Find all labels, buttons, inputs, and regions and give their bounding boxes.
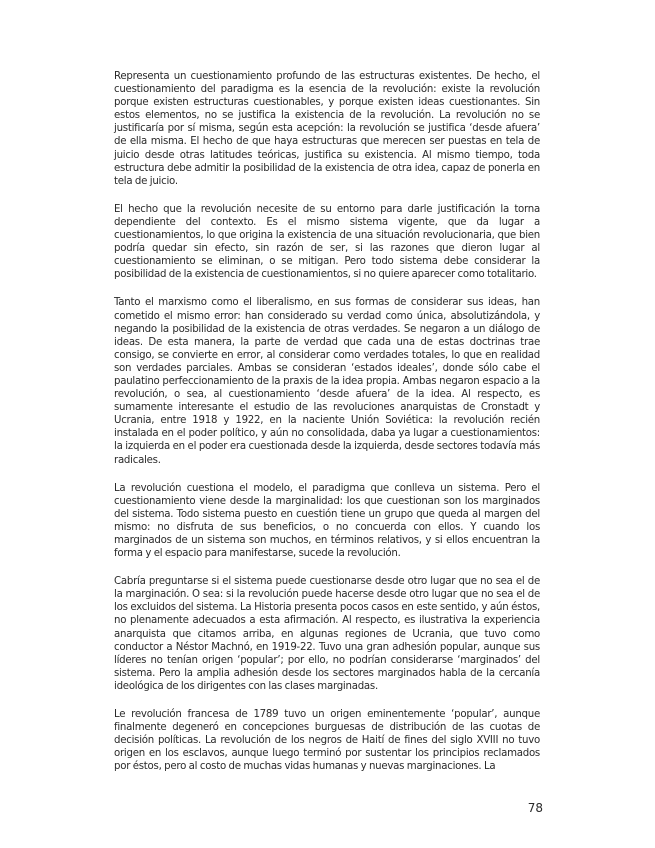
body-text xyxy=(114,70,540,789)
paragraph-4: La revolución cuestiona el modelo, el paradigma que conlleva un sistema. Pero el cuestionamiento viene desde la marginalidad: los que cuestionan son los marginados del sistema. Todo sistema puesto en cuestión tiene un grupo que queda al margen del mismo: no disfruta de sus beneficios, o no concuerda con ellos. Y cuando los marginados de un sistema son muchos, en términos relativos, y si ellos encuentran la forma y el espacio para manifestarse, sucede la revolución. xyxy=(114,482,540,560)
paragraph-6: Le revolución francesa de 1789 tuvo un origen eminentemente ‘popular’, aunque finalmente degeneró en concepciones burguesas de distribución de las cuotas de decisión políticas. La revolución de los negros de Haití de fines del siglo XVIII no tuvo origen en los esclavos, aunque luego terminó por sustentar los principios reclamados por éstos, pero al costo de muchas vidas humanas y nuevas marginaciones. La xyxy=(114,709,540,773)
paragraph-3: Tanto el marxismo como el liberalismo, en sus formas de considerar sus ideas, han cometido el mismo error: han considerado su verdad como única, absolutizándola, y negando la posibilidad de la existencia de otras verdades. Se negaron a un diálogo de ideas. De esta manera, la parte de verdad que cada una de estas doctrinas trae consigo, se convierte en error, al considerar como verdades totales, lo que en realidad son verdades parciales. Ambas se consideran ‘estados ideales’, donde sólo cabe el paulatino perfeccionamiento de la praxis de la idea propia. Ambas negaron espacio a la revolución, o sea, al cuestionamiento ‘desde afuera’ de la idea. Al respecto, es sumamente interesante el estudio de las revoluciones anarquistas de Cronstadt y Ucrania, entre 1918 y 1922, en la naciente Unión Soviética: la revolución recién instalada en el poder político, y aún no consolidada, daba ya lugar a cuestionamientos: la izquierda en el poder era cuestionada desde la izquierda, desde sectores todavía más radicales. xyxy=(114,297,540,466)
paragraph-5: Cabría preguntarse si el sistema puede cuestionarse desde otro lugar que no sea el de la marginación. O sea: si la revolución puede hacerse desde otro lugar que no sea el de los excluidos del sistema. La Historia presenta pocos casos en este sentido, y aún éstos, no plenamente adecuados a esta afirmación. Al respecto, es ilustrativa la experiencia anarquista que citamos arriba, en algunas regiones de Ucrania, que tuvo como conductor a Néstor Machnó, en 1919-22. Tuvo una gran adhesión popular, aunque sus líderes no tenían origen ‘popular’; por ello, no podrían considerarse ‘marginados’ del sistema. Pero la amplia adhesión desde los sectores marginados habla de la cercanía ideológica de los dirigentes con las clases marginadas. xyxy=(114,576,540,692)
paragraph-1: Representa un cuestionamiento profundo de las estructuras existentes. De hecho, el cuestionamiento del paradigma es la esencia de la revolución: existe la revolución porque existen estructuras cuestionables, y porque existen ideas cuestionantes. Sin estos elementos, no se justifica la existencia de la revolución. La revolución no se justificaría por sí misma, según esta acepción: la revolución se justifica ‘desde afuera’ de ella misma. El hecho de que haya estructuras que merecen ser puestas en tela de juicio desde otras latitudes teóricas, justifica su existencia. Al mismo tiempo, toda estructura debe admitir la posibilidad de la existencia de otra idea, capaz de ponerla en tela de juicio. xyxy=(114,71,540,187)
page-number: 78 xyxy=(527,801,543,815)
paragraph-2: El hecho que la revolución necesite de su entorno para darle justificación la torna dependiente del contexto. Es el mismo sistema vigente, que da lugar a cuestionamientos, lo que origina la existencia de una situación revolucionaria, que bien podría quedar sin efecto, sin razón de ser, si las razones que dieron lugar al cuestionamiento se eliminan, o se mitigan. Pero todo sistema debe considerar la posibilidad de la existencia de cuestionamientos, si no quiere aparecer como totalitario. xyxy=(114,203,540,281)
